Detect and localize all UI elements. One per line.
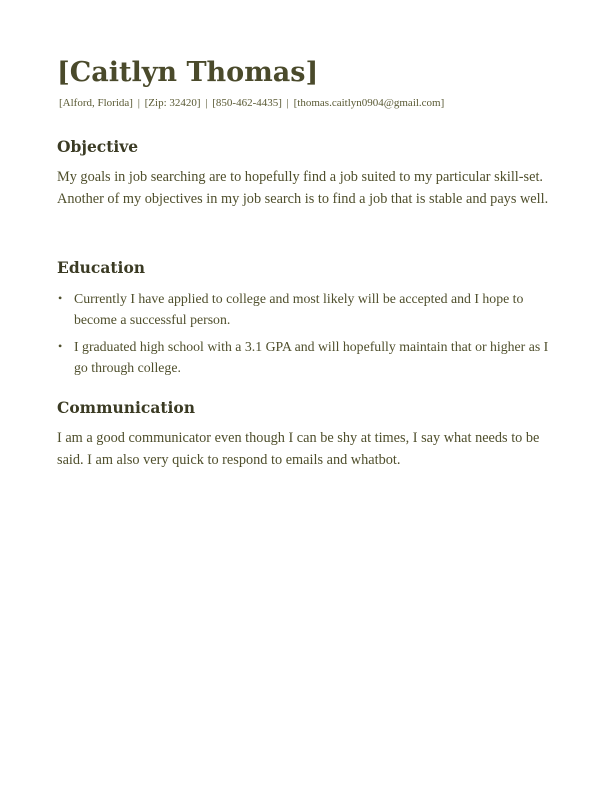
education-item-text: Currently I have applied to college and most likely will be accepted and I hope to become a successful person. bbox=[74, 291, 524, 327]
contact-separator: | bbox=[205, 97, 208, 109]
objective-text: My goals in job searching are to hopefully find a job suited to my particular skill-set. Another of my objectives in my job search is to find a job that is stable and pays well. bbox=[57, 169, 549, 207]
education-list bbox=[57, 288, 557, 384]
contact-phone: [850-462-4435] bbox=[212, 97, 282, 109]
list-item bbox=[57, 288, 557, 330]
education-heading: Education bbox=[57, 258, 146, 277]
contact-separator: | bbox=[286, 97, 289, 109]
communication-text: I am a good communicator even though I can be shy at times, I say what needs to be said. I am also very quick to respond to emails and whatbot. bbox=[57, 430, 540, 468]
objective-heading: Objective bbox=[57, 137, 139, 156]
bullet-icon: • bbox=[58, 339, 63, 353]
communication-heading: Communication bbox=[57, 398, 196, 417]
contact-separator: | bbox=[137, 97, 140, 109]
contact-zip: [Zip: 32420] bbox=[144, 97, 201, 109]
contact-email[interactable]: [thomas.caitlyn0904@gmail.com] bbox=[293, 97, 445, 109]
education-item-text: I graduated high school with a 3.1 GPA and will hopefully maintain that or higher as I go through college. bbox=[74, 339, 549, 375]
resume-name: [Caitlyn Thomas] bbox=[57, 57, 319, 88]
contact-location: [Alford, Florida] bbox=[59, 97, 133, 109]
contact-line bbox=[59, 96, 444, 110]
bullet-icon: • bbox=[58, 291, 63, 305]
list-item bbox=[57, 336, 557, 378]
